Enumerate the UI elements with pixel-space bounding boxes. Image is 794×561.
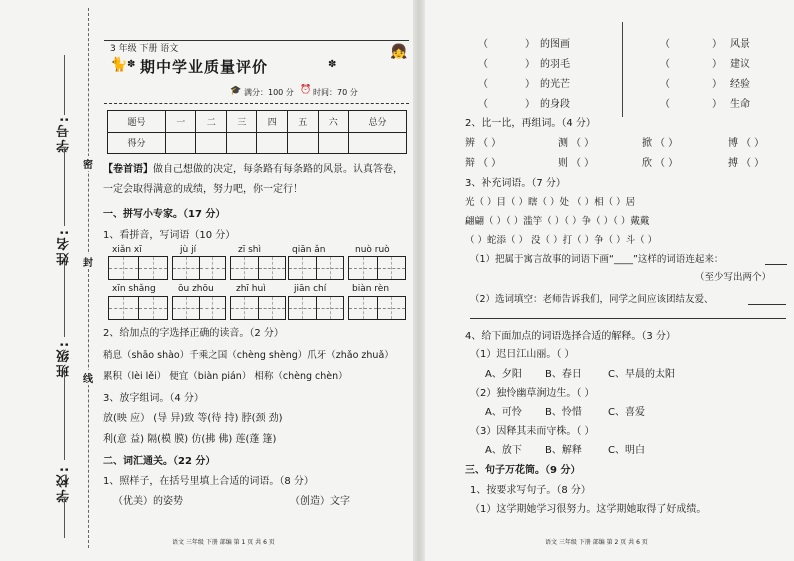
writing-grid[interactable] — [108, 296, 168, 320]
meaning-s3: （3）因释其耒而守株。（ ） — [470, 426, 595, 437]
compare-heading: 2、比一比，再组词。（4 分） — [465, 118, 596, 129]
complete-sub-1: （1）把属于寓言故事的词语下画“____”这样的词语连起来： — [470, 254, 724, 265]
answer-line[interactable] — [748, 304, 786, 305]
complete-row-2: 翩翩（ ）（ ）滥竽（ ）（ ）争（ ）（ ）戴戴 — [465, 216, 650, 227]
phrase-right-3: 经验 — [730, 79, 750, 90]
page-title: 期中学业质量评价 — [140, 58, 269, 76]
paren-open: （ — [478, 79, 488, 90]
paren-open: （ — [660, 59, 670, 70]
preface-text-1: 做自己想做的决定，每条路有每条路的风景。认真答卷， — [153, 164, 403, 175]
phrase-right-2: 建议 — [730, 59, 750, 70]
graduation-cap-icon: 🎓 — [230, 86, 242, 96]
phrase-right-4: 生命 — [730, 99, 750, 110]
score-cell[interactable] — [288, 132, 319, 154]
writing-grid[interactable] — [288, 256, 344, 280]
binding-line-1 — [64, 55, 65, 115]
kitten-icon: 🐈 — [110, 57, 128, 73]
paren-close: ） — [712, 59, 722, 70]
compare-blank[interactable]: （ ） — [655, 158, 679, 169]
girl-icon: 👧 — [390, 44, 408, 60]
compare-char: 欣 — [642, 158, 652, 169]
pinyin-1-5: nuò ruò — [355, 245, 390, 255]
score-header-cell: 六 — [318, 111, 349, 133]
paren-open: （ — [478, 59, 488, 70]
writing-grid[interactable] — [348, 256, 406, 280]
score-table-header-row — [108, 111, 407, 133]
score-cell[interactable] — [349, 132, 407, 154]
paren-close: ） — [525, 59, 535, 70]
paren-close: ） — [712, 39, 722, 50]
phrase-left-4: 的身段 — [540, 99, 570, 110]
meaning-s2: （2）独怜幽草涧边生。（ ） — [470, 388, 595, 399]
binding-line-5 — [64, 498, 65, 538]
preface-label: 【卷首语】 — [103, 164, 153, 175]
writing-grid[interactable] — [108, 256, 168, 280]
meaning-option[interactable]: A、放下 — [485, 445, 522, 456]
section1-q2: 2、给加点的字选择正确的读音。（2 分） — [103, 328, 284, 339]
meaning-heading: 4、给下面加点的词语选择合适的解释。（3 分） — [465, 331, 676, 342]
compare-char: 测 — [558, 138, 568, 149]
section1-q3-line1: 放(映 应） (导 异)致 等(待 持) 脖(颈 劲) — [103, 413, 283, 424]
exam-time: 时间：70 分 — [313, 88, 358, 97]
complete-sub-2: （2）选词填空：老师告诉我们，同学之间应该团结友爱、 — [470, 294, 714, 305]
section1-heading: 一、拼写小专家。（17 分） — [103, 209, 226, 220]
compare-blank[interactable]: （ ） — [478, 158, 502, 169]
class-label: 班级: — [57, 340, 72, 378]
section3-s1: （1）这学期她学习很努力。这学期她取得了好成绩。 — [470, 504, 707, 515]
score-cell[interactable] — [318, 132, 349, 154]
paren-close: ） — [525, 39, 535, 50]
complete-heading: 3、补充词语。（7 分） — [465, 178, 566, 189]
student-id-label: 学号: — [57, 115, 72, 153]
score-header-cell: 二 — [196, 111, 227, 133]
paren-open: （ — [660, 39, 670, 50]
footer-left: 语文 三年级 下册 部编 第 1 页 共 6 页 — [172, 539, 275, 546]
compare-char: 辩 — [465, 158, 475, 169]
clock-icon: ⏰ — [300, 85, 312, 95]
section1-q2-line2: 累积（lèi lěi） 便宜（biàn pián） 相称（chèng chèn） — [103, 371, 348, 382]
paren-open: （ — [478, 39, 488, 50]
writing-grid[interactable] — [288, 296, 344, 320]
paren-close: ） — [712, 99, 722, 110]
compare-blank[interactable]: （ ） — [478, 138, 502, 149]
score-header-cell: 四 — [257, 111, 288, 133]
meaning-option[interactable]: A、可怜 — [485, 407, 522, 418]
section1-q3: 3、放字组词。（4 分） — [103, 393, 204, 404]
phrase-left-3: 的光芒 — [540, 79, 570, 90]
compare-blank[interactable]: （ ） — [571, 138, 595, 149]
score-cell[interactable] — [257, 132, 288, 154]
phrase-right-1: 风景 — [730, 39, 750, 50]
pinyin-2-4: jiān chí — [294, 284, 327, 294]
section3-q1: 1、按要求写句子。（8 分） — [470, 485, 591, 496]
paren-close: ） — [525, 79, 535, 90]
paren-open: （ — [660, 99, 670, 110]
meaning-option[interactable]: B、解释 — [545, 445, 582, 456]
meaning-option[interactable]: A、夕阳 — [485, 369, 522, 380]
score-header-cell: 题号 — [108, 111, 166, 133]
compare-blank[interactable]: （ ） — [655, 138, 679, 149]
pinyin-2-3: zhī huì — [236, 284, 266, 294]
writing-grid[interactable] — [230, 256, 286, 280]
school-label: 学校: — [57, 465, 72, 503]
score-header-cell: 一 — [165, 111, 196, 133]
score-header-cell: 总分 — [349, 111, 407, 133]
writing-grid[interactable] — [172, 296, 226, 320]
score-header-cell: 五 — [288, 111, 319, 133]
paren-open: （ — [660, 79, 670, 90]
score-row-label: 得分 — [108, 132, 166, 154]
section1-q1: 1、看拼音，写词语（10 分） — [103, 230, 236, 241]
seal-mark-2: 封 — [83, 254, 93, 269]
answer-line[interactable] — [470, 318, 786, 319]
pinyin-2-5: biàn rèn — [352, 284, 390, 294]
complete-row-3: （ ）蛇添（ ） 没（ ）打（ ）争（ ）斗（ ） — [465, 235, 658, 246]
pinyin-1-2: jù jí — [180, 245, 197, 255]
section3-heading: 三、句子万花筒。（9 分） — [465, 465, 581, 476]
section2-heading: 二、词汇通关。（22 分） — [103, 456, 216, 467]
compare-char: 博 — [728, 138, 738, 149]
section1-q2-line1: 稍息（shāo shào）千乘之国（chèng shèng）爪牙（zhǎo zhuǎ） — [103, 350, 394, 361]
compare-blank[interactable]: （ ） — [741, 158, 765, 169]
writing-grid[interactable] — [172, 256, 226, 280]
score-cell[interactable] — [165, 132, 196, 154]
compare-char: 辨 — [465, 138, 475, 149]
meaning-s1: （1）迟日江山丽。（ ） — [470, 349, 575, 360]
writing-grid[interactable] — [348, 296, 406, 320]
footer-right: 语文 三年级 下册 部编 第 2 页 共 6 页 — [545, 539, 648, 546]
compare-blank[interactable]: （ ） — [571, 158, 595, 169]
pinyin-1-4: qiān ǎn — [292, 245, 326, 255]
page-fold — [413, 0, 425, 561]
compare-char: 掀 — [642, 138, 652, 149]
pinyin-1-1: xiǎn xī — [112, 245, 142, 255]
paren-close: ） — [712, 79, 722, 90]
meaning-option[interactable]: C、明白 — [608, 445, 645, 456]
divider-line — [622, 22, 623, 117]
pinyin-1-3: zī shì — [238, 245, 261, 255]
preface-line-2: 一定会取得满意的成绩，努力吧，你一定行！ — [103, 184, 303, 195]
compare-char: 搏 — [728, 158, 738, 169]
section1-q3-line2: 利(意 益) 隔(模 膜) 仿(拂 佛) 莲(蓬 篷) — [103, 434, 277, 445]
name-label: 姓名: — [57, 228, 72, 266]
seal-mark-3: 线 — [83, 370, 93, 385]
full-score: 满分：100 分 — [244, 88, 294, 97]
pinyin-2-2: ōu zhōu — [178, 284, 214, 294]
binding-line-2 — [64, 148, 65, 226]
score-table — [107, 110, 407, 154]
complete-sub-1b: （至少写出两个） — [695, 272, 772, 283]
score-cell[interactable] — [226, 132, 257, 154]
seal-line — [88, 8, 89, 548]
compare-char: 则 — [558, 158, 568, 169]
grade-label: 3 年级 下册 语文 — [110, 44, 179, 54]
paren-close: ） — [525, 99, 535, 110]
meaning-option[interactable]: B、怜惜 — [545, 407, 582, 418]
pinyin-2-1: xīn shǎng — [112, 284, 156, 294]
score-header-cell: 三 — [226, 111, 257, 133]
complete-row-1: 光（ ）目（ ）瞎（ ）处 （ ）相（ ）居 — [465, 197, 636, 208]
seal-mark-1: 密 — [83, 156, 93, 171]
flower-left-icon: ✽ — [127, 59, 136, 70]
binding-line-4 — [64, 372, 65, 460]
score-cell[interactable] — [196, 132, 227, 154]
meaning-option[interactable]: C、早晨的太阳 — [608, 369, 675, 380]
section2-example-1: （优美）的姿势 — [113, 496, 183, 507]
score-table-score-row — [108, 132, 407, 154]
section2-q1: 1、照样子，在括号里填上合适的词语。（8 分） — [103, 476, 314, 487]
meaning-option[interactable]: B、春日 — [545, 369, 582, 380]
compare-blank[interactable]: （ ） — [741, 138, 765, 149]
flower-right-icon: ✽ — [328, 59, 337, 70]
preface-line-1 — [103, 163, 403, 177]
paren-open: （ — [478, 99, 488, 110]
answer-line[interactable] — [765, 264, 787, 265]
binding-line-3 — [64, 262, 65, 337]
section2-example-2: （创造）文字 — [290, 496, 350, 507]
phrase-left-2: 的羽毛 — [540, 59, 570, 70]
meaning-option[interactable]: C、喜爱 — [608, 407, 645, 418]
writing-grid[interactable] — [230, 296, 286, 320]
phrase-left-1: 的图画 — [540, 39, 570, 50]
